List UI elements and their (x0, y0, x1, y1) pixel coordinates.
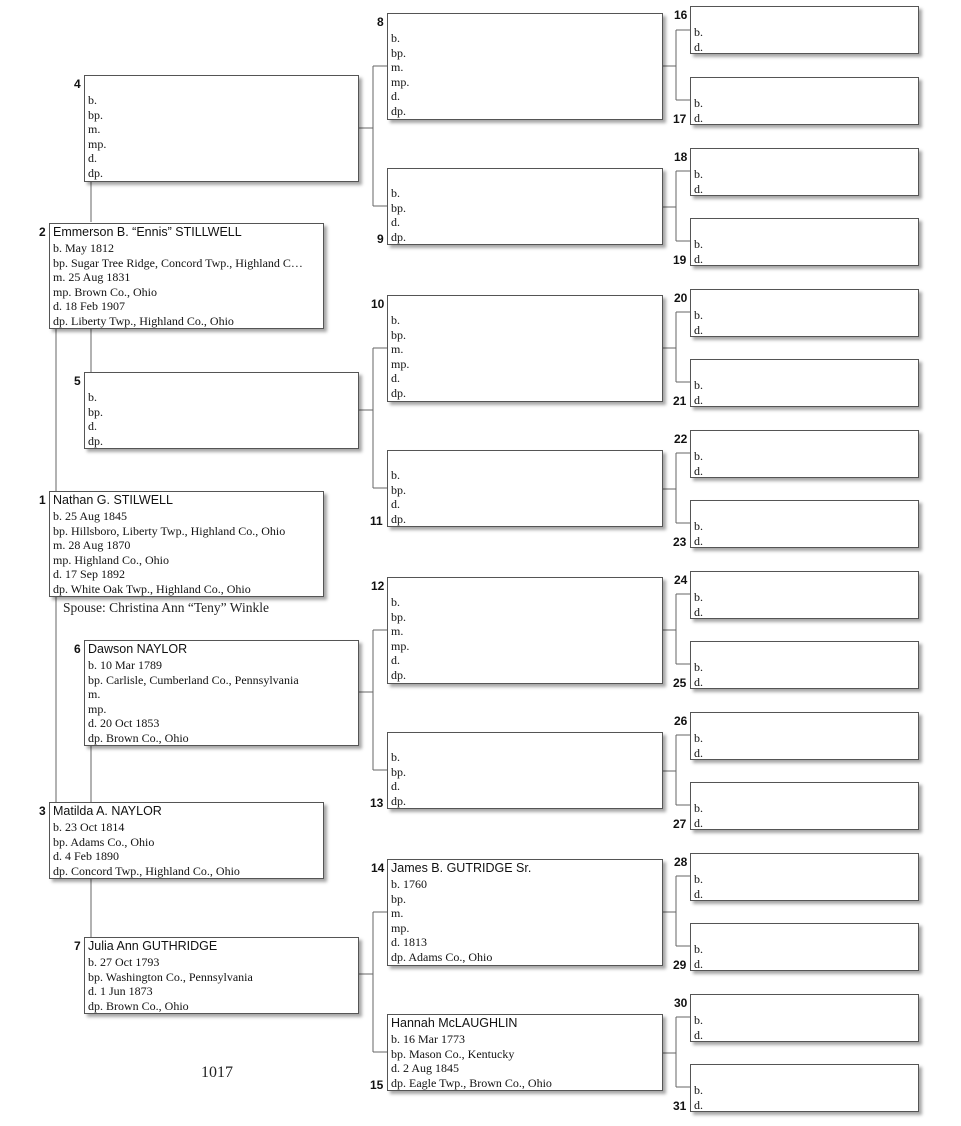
person-5-fact-2: d. (88, 419, 97, 433)
person-box-30 (690, 994, 919, 1042)
person-11-fact-2: d. (391, 497, 400, 511)
person-5-fact-1: bp. (88, 404, 103, 419)
person-12-fact-5: dp. (391, 667, 406, 682)
person-8-fact-0: b. (391, 31, 400, 45)
person-name-6: Dawson NAYLOR (88, 642, 188, 656)
person-number-19: 19 (673, 253, 687, 267)
person-9-fact-1: bp. (391, 200, 406, 215)
person-19-fact-1: d. (694, 251, 703, 266)
person-31-fact-0: b. (694, 1083, 703, 1097)
person-29-fact-0: b. (694, 942, 703, 956)
person-17-fact-1: d. (694, 110, 703, 125)
person-2-fact-4: d. 18 Feb 1907 (53, 299, 125, 313)
person-box-3 (49, 802, 324, 879)
person-25-fact-1: d. (694, 674, 703, 689)
person-24-fact-0: b. (694, 590, 703, 604)
person-box-6 (84, 640, 359, 746)
person-box-17 (690, 77, 919, 125)
person-box-22 (690, 430, 919, 478)
person-7-fact-0: b. 27 Oct 1793 (88, 955, 160, 969)
person-22-fact-1: d. (694, 463, 703, 478)
person-6-fact-0: b. 10 Mar 1789 (88, 658, 162, 672)
person-number-9: 9 (377, 232, 384, 246)
person-26-fact-0: b. (694, 731, 703, 745)
person-26-fact-1: d. (694, 745, 703, 760)
person-box-24 (690, 571, 919, 619)
person-box-26 (690, 712, 919, 760)
person-12-fact-2: m. (391, 624, 404, 638)
person-10-fact-4: d. (391, 371, 400, 385)
person-4-fact-5: dp. (88, 165, 103, 180)
person-2-fact-3: mp. Brown Co., Ohio (53, 284, 158, 299)
person-box-21 (690, 359, 919, 407)
person-box-29 (690, 923, 919, 971)
person-number-5: 5 (74, 374, 81, 388)
person-16-fact-0: b. (694, 25, 703, 39)
person-15-fact-3: dp. Eagle Twp., Brown Co., Ohio (391, 1075, 552, 1090)
person-8-fact-3: mp. (391, 74, 410, 89)
person-number-30: 30 (674, 996, 688, 1010)
person-24-fact-1: d. (694, 604, 703, 619)
person-10-fact-5: dp. (391, 385, 406, 400)
person-29-fact-1: d. (694, 956, 703, 971)
person-number-16: 16 (674, 8, 688, 22)
person-14-fact-2: m. (391, 906, 404, 920)
person-12-fact-3: mp. (391, 638, 410, 653)
person-13-fact-2: d. (391, 779, 400, 793)
person-14-fact-3: mp. (391, 920, 410, 935)
person-1-fact-4: d. 17 Sep 1892 (53, 567, 125, 581)
person-2-fact-2: m. 25 Aug 1831 (53, 270, 131, 284)
person-3-fact-2: d. 4 Feb 1890 (53, 849, 119, 863)
person-box-5 (84, 372, 359, 449)
person-10-fact-1: bp. (391, 327, 406, 342)
person-number-3: 3 (39, 804, 46, 818)
person-1-fact-3: mp. Highland Co., Ohio (53, 552, 169, 567)
person-18-fact-0: b. (694, 167, 703, 181)
person-6-fact-3: mp. (88, 701, 107, 716)
person-1-fact-1: bp. Hillsboro, Liberty Twp., Highland Co., Ohio (53, 523, 286, 538)
page-number: 1017 (201, 1064, 233, 1081)
person-number-27: 27 (673, 817, 687, 831)
person-number-10: 10 (371, 297, 385, 311)
person-number-26: 26 (674, 714, 688, 728)
person-number-29: 29 (673, 958, 687, 972)
person-6-fact-5: dp. Brown Co., Ohio (88, 730, 189, 745)
person-2-fact-0: b. May 1812 (53, 241, 114, 255)
person-3-fact-1: bp. Adams Co., Ohio (53, 834, 155, 849)
person-number-4: 4 (74, 77, 81, 91)
person-12-fact-4: d. (391, 653, 400, 667)
person-6-fact-1: bp. Carlisle, Cumberland Co., Pennsylvania (88, 672, 299, 687)
person-box-9 (387, 168, 663, 245)
person-15-fact-0: b. 16 Mar 1773 (391, 1032, 465, 1046)
person-23-fact-1: d. (694, 533, 703, 548)
person-number-12: 12 (371, 579, 385, 593)
person-name-3: Matilda A. NAYLOR (53, 804, 162, 818)
person-box-14 (387, 859, 663, 966)
person-number-2: 2 (39, 225, 46, 239)
person-16-fact-1: d. (694, 39, 703, 54)
person-box-12 (387, 577, 663, 684)
person-box-16 (690, 6, 919, 54)
person-28-fact-1: d. (694, 886, 703, 901)
person-4-fact-0: b. (88, 93, 97, 107)
person-28-fact-0: b. (694, 872, 703, 886)
person-9-fact-2: d. (391, 215, 400, 229)
person-22-fact-0: b. (694, 449, 703, 463)
person-21-fact-0: b. (694, 378, 703, 392)
person-box-11 (387, 450, 663, 527)
person-1-fact-0: b. 25 Aug 1845 (53, 509, 128, 523)
person-17-fact-0: b. (694, 96, 703, 110)
person-10-fact-0: b. (391, 313, 400, 327)
person-4-fact-4: d. (88, 151, 97, 165)
person-10-fact-3: mp. (391, 356, 410, 371)
person-3-fact-0: b. 23 Oct 1814 (53, 820, 125, 834)
person-box-1 (49, 491, 324, 597)
person-box-7 (84, 937, 359, 1014)
person-3-fact-3: dp. Concord Twp., Highland Co., Ohio (53, 863, 240, 878)
person-box-13 (387, 732, 663, 809)
person-box-23 (690, 500, 919, 548)
person-box-2 (49, 223, 324, 329)
person-number-17: 17 (673, 112, 687, 126)
person-number-1: 1 (39, 493, 46, 507)
person-box-10 (387, 295, 663, 402)
person-7-fact-1: bp. Washington Co., Pennsylvania (88, 969, 253, 984)
person-8-fact-2: m. (391, 60, 404, 74)
person-name-7: Julia Ann GUTHRIDGE (88, 939, 218, 953)
person-13-fact-0: b. (391, 750, 400, 764)
person-15-fact-2: d. 2 Aug 1845 (391, 1061, 460, 1075)
person-number-24: 24 (674, 573, 688, 587)
person-12-fact-1: bp. (391, 609, 406, 624)
person-box-20 (690, 289, 919, 337)
person-27-fact-0: b. (694, 801, 703, 815)
person-box-4 (84, 75, 359, 182)
person-8-fact-1: bp. (391, 45, 406, 60)
person-10-fact-2: m. (391, 342, 404, 356)
person-6-fact-2: m. (88, 687, 101, 701)
person-number-18: 18 (674, 150, 688, 164)
person-number-23: 23 (673, 535, 687, 549)
person-box-25 (690, 641, 919, 689)
person-11-fact-3: dp. (391, 511, 406, 526)
person-19-fact-0: b. (694, 237, 703, 251)
person-4-fact-2: m. (88, 122, 101, 136)
person-2-fact-5: dp. Liberty Twp., Highland Co., Ohio (53, 313, 234, 328)
person-13-fact-1: bp. (391, 764, 406, 779)
person-number-31: 31 (673, 1099, 687, 1113)
person-number-21: 21 (673, 394, 687, 408)
person-number-20: 20 (674, 291, 688, 305)
person-7-fact-3: dp. Brown Co., Ohio (88, 998, 189, 1013)
person-14-fact-4: d. 1813 (391, 935, 427, 949)
person-14-fact-1: bp. (391, 891, 406, 906)
person-31-fact-1: d. (694, 1097, 703, 1112)
person-1-fact-5: dp. White Oak Twp., Highland Co., Ohio (53, 581, 251, 596)
person-number-8: 8 (377, 15, 384, 29)
person-name-14: James B. GUTRIDGE Sr. (391, 861, 532, 875)
person-4-fact-1: bp. (88, 107, 103, 122)
person-box-8 (387, 13, 663, 120)
person-number-28: 28 (674, 855, 688, 869)
person-12-fact-0: b. (391, 595, 400, 609)
person-20-fact-1: d. (694, 322, 703, 337)
person-25-fact-0: b. (694, 660, 703, 674)
person-23-fact-0: b. (694, 519, 703, 533)
person-14-fact-5: dp. Adams Co., Ohio (391, 949, 493, 964)
person-name-2: Emmerson B. “Ennis” STILLWELL (53, 225, 242, 239)
person-number-11: 11 (370, 514, 383, 528)
person-number-6: 6 (74, 642, 81, 656)
person-box-19 (690, 218, 919, 266)
person-number-15: 15 (370, 1078, 384, 1092)
person-13-fact-3: dp. (391, 793, 406, 808)
person-9-fact-0: b. (391, 186, 400, 200)
person-11-fact-0: b. (391, 468, 400, 482)
person-4-fact-3: mp. (88, 136, 107, 151)
person-2-fact-1: bp. Sugar Tree Ridge, Concord Twp., Highland C… (53, 255, 303, 270)
person-5-fact-3: dp. (88, 433, 103, 448)
person-21-fact-1: d. (694, 392, 703, 407)
person-box-28 (690, 853, 919, 901)
person-20-fact-0: b. (694, 308, 703, 322)
person-6-fact-4: d. 20 Oct 1853 (88, 716, 160, 730)
person-box-31 (690, 1064, 919, 1112)
person-number-7: 7 (74, 939, 81, 953)
person-5-fact-0: b. (88, 390, 97, 404)
person-box-27 (690, 782, 919, 830)
person-number-14: 14 (371, 861, 385, 875)
person-18-fact-1: d. (694, 181, 703, 196)
person-box-18 (690, 148, 919, 196)
person-30-fact-0: b. (694, 1013, 703, 1027)
person-8-fact-4: d. (391, 89, 400, 103)
spouse-label: Spouse: Christina Ann “Teny” Winkle (63, 600, 269, 615)
person-7-fact-2: d. 1 Jun 1873 (88, 984, 153, 998)
person-box-15 (387, 1014, 663, 1091)
person-14-fact-0: b. 1760 (391, 877, 427, 891)
person-11-fact-1: bp. (391, 482, 406, 497)
person-1-fact-2: m. 28 Aug 1870 (53, 538, 131, 552)
person-name-15: Hannah McLAUGHLIN (391, 1016, 518, 1030)
person-15-fact-1: bp. Mason Co., Kentucky (391, 1046, 515, 1061)
person-9-fact-3: dp. (391, 229, 406, 244)
person-number-13: 13 (370, 796, 384, 810)
person-number-25: 25 (673, 676, 687, 690)
person-8-fact-5: dp. (391, 103, 406, 118)
person-30-fact-1: d. (694, 1027, 703, 1042)
person-name-1: Nathan G. STILWELL (53, 493, 173, 507)
person-number-22: 22 (674, 432, 688, 446)
person-27-fact-1: d. (694, 815, 703, 830)
